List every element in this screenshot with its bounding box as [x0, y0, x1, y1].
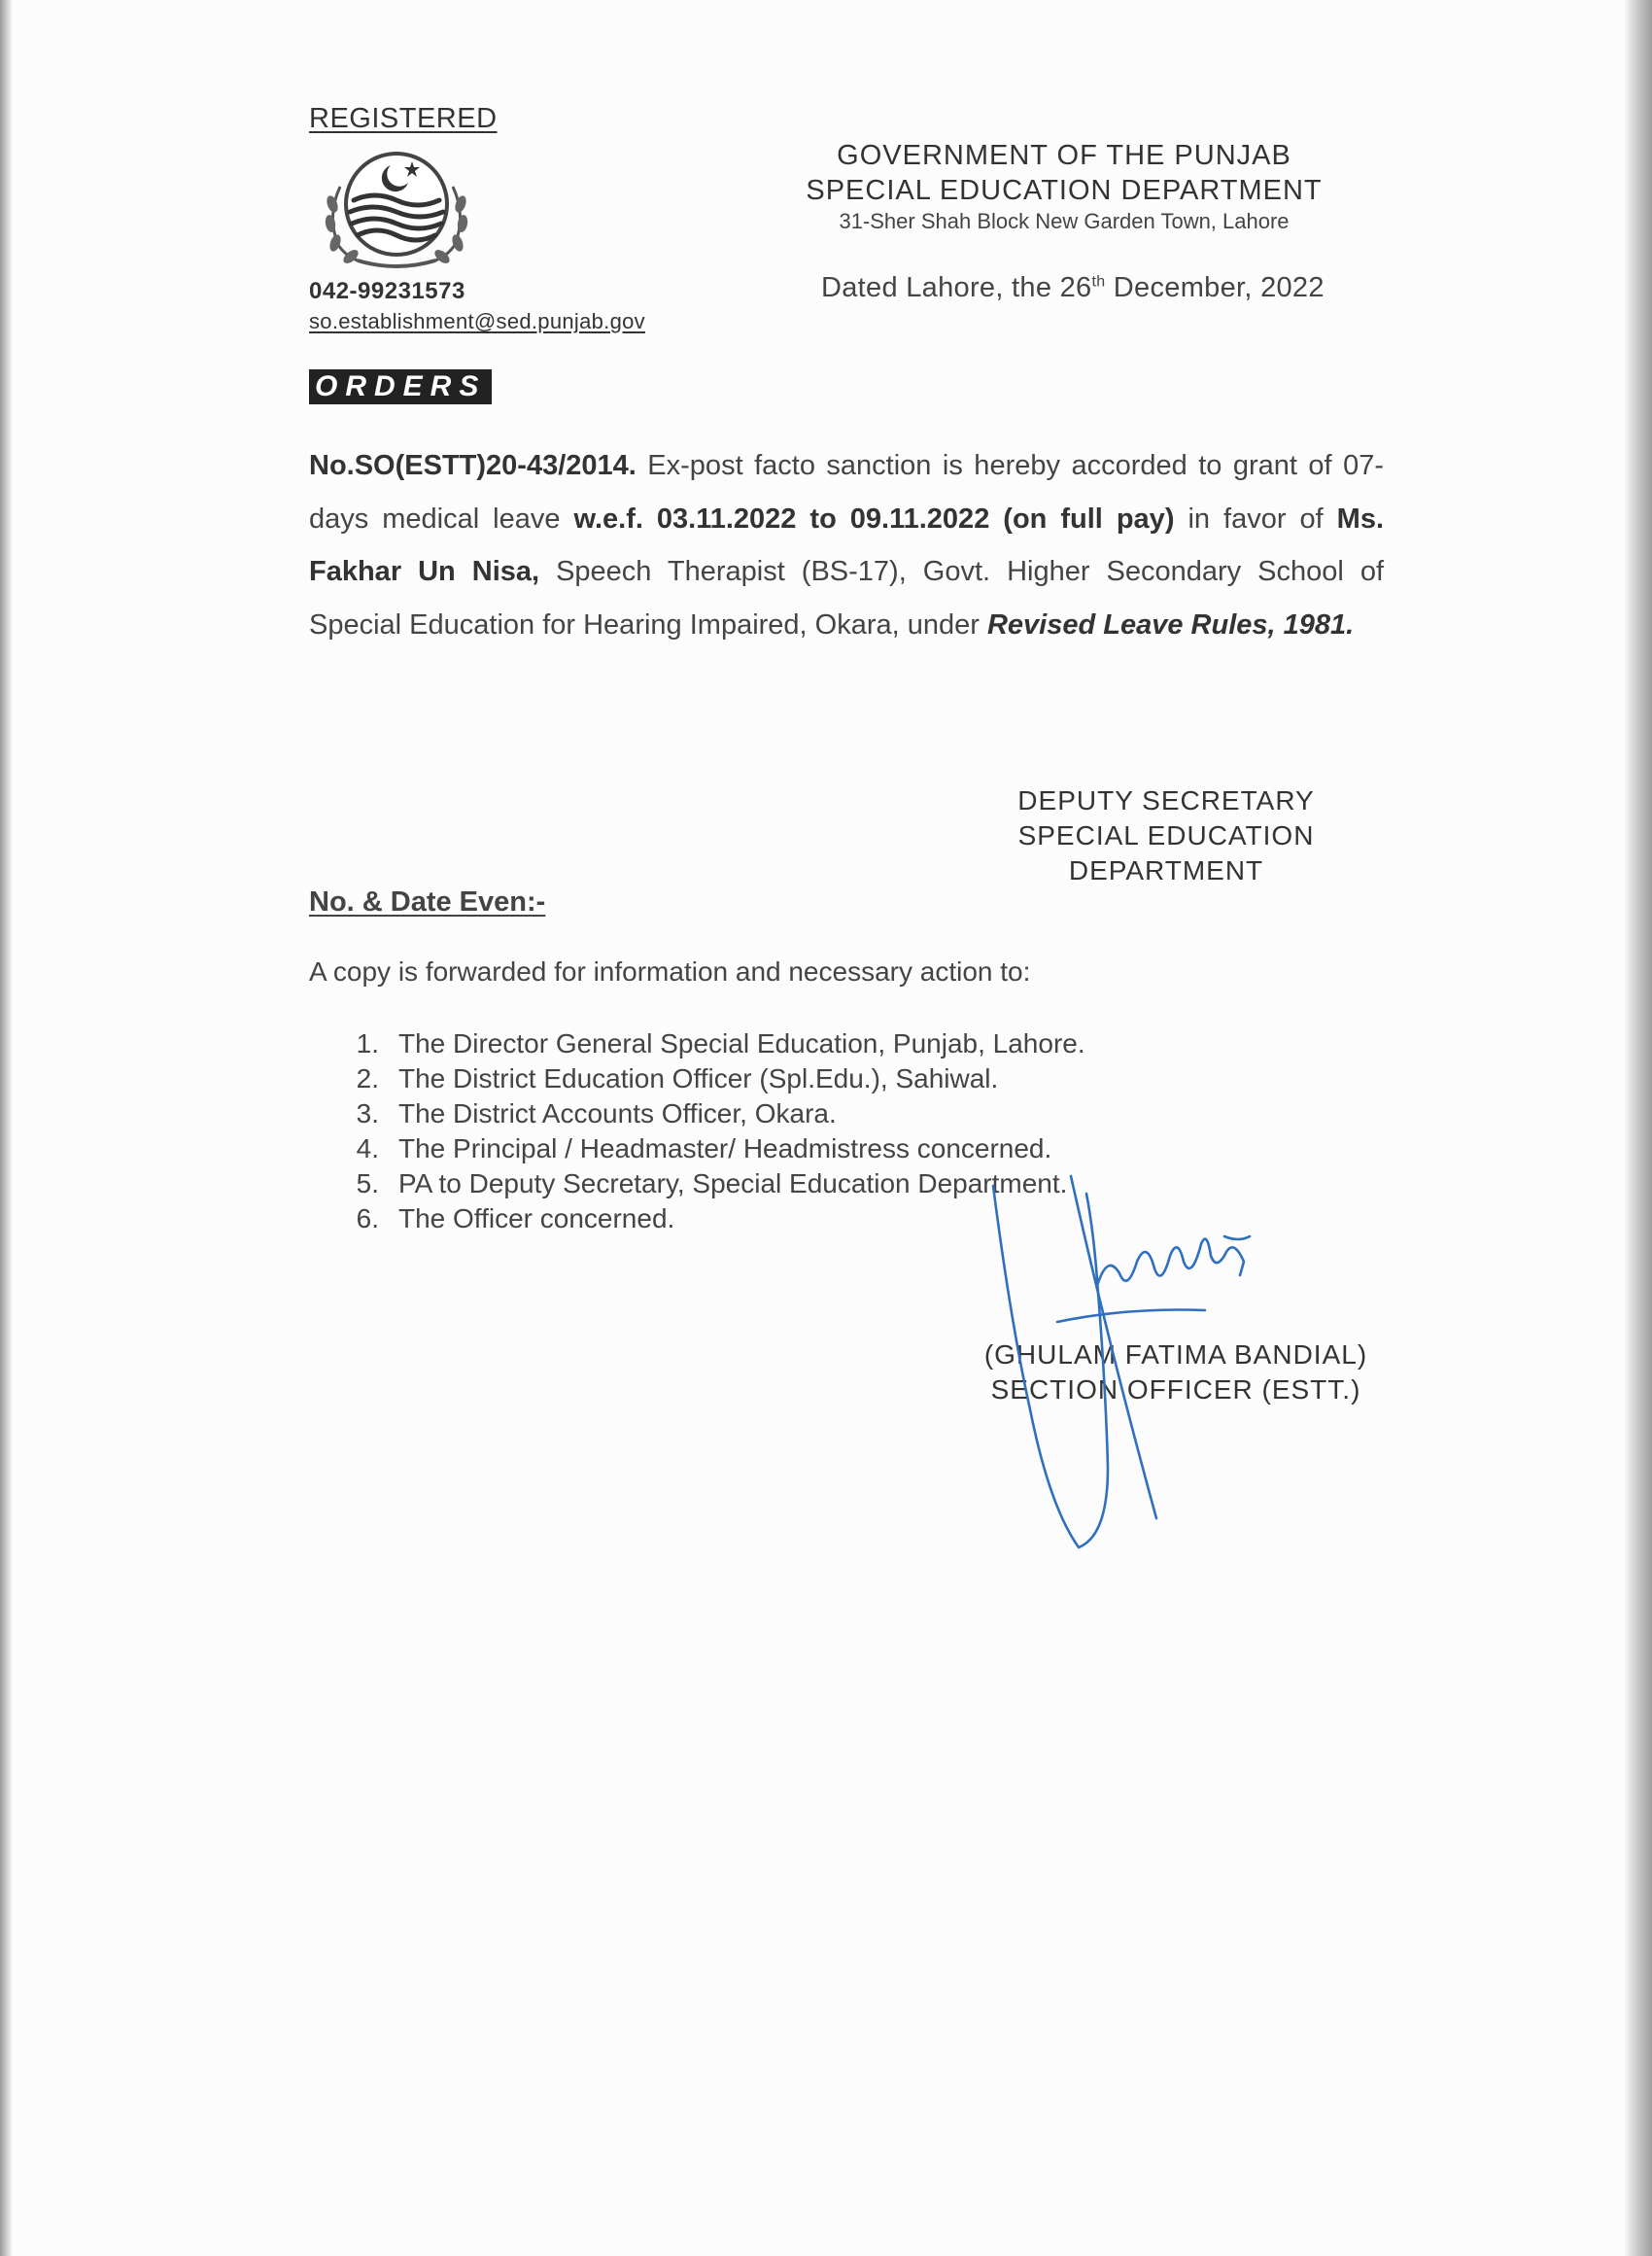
list-item: 4. The Principal / Headmaster/ Headmistress concerned. — [356, 1133, 1052, 1163]
list-item: 1. The Director General Special Education, Punjab, Lahore. — [356, 1028, 1085, 1059]
department-header — [787, 138, 1341, 235]
scan-edge-left — [0, 0, 12, 2256]
department-title: SPECIAL EDUCATION DEPARTMENT — [806, 175, 1323, 206]
leave-period: w.e.f. 03.11.2022 to 09.11.2022 (on full pay) — [573, 503, 1175, 535]
signature-icon — [962, 1147, 1292, 1555]
deputy-secretary-block: DEPUTY SECRETARY SPECIAL EDUCATION DEPARTMENT — [1017, 785, 1315, 885]
scan-edge-right — [1625, 0, 1652, 2256]
employee-name: Ms. Fakhar Un Nisa, — [309, 503, 1384, 587]
no-date-even: No. & Date Even:- — [309, 886, 546, 918]
orders-heading: ORDERS — [309, 369, 492, 404]
leave-rules: Revised Leave Rules, 1981. — [986, 608, 1355, 641]
copy-forwarded-text: A copy is forwarded for information and necessary action to: — [309, 956, 1031, 987]
list-item: 3. The District Accounts Officer, Okara. — [356, 1098, 837, 1128]
officer-name: (GHULAM FATIMA BANDIAL) — [983, 1339, 1368, 1370]
list-item: 2. The District Education Officer (Spl.Edu.), Sahiwal. — [356, 1063, 999, 1093]
registered-label: REGISTERED — [309, 103, 498, 134]
order-paragraph: No.SO(ESTT)20-43/2014. Ex-post facto sanction is hereby accorded to grant of 07-days medical leave w.e.f. 03.11.2022 to 09.11.2022 (on full pay) in favor of Ms. Fakhar Un Nisa, Speech Therapist (BS-17), Govt. Higher Secondary School of Special Education for Hearing Impaired, Okara, under Revised Leave Rules, 1981. — [309, 450, 1385, 641]
punjab-emblem-icon — [319, 148, 474, 272]
phone-number: 042-99231573 — [309, 278, 465, 304]
order-number: No.SO(ESTT)20-43/2014. — [309, 450, 637, 481]
list-item: 6. The Officer concerned. — [356, 1203, 675, 1233]
letter-date: Dated Lahore, the 26th December, 2022 — [821, 272, 1325, 303]
department-address: 31-Sher Shah Block New Garden Town, Lahore — [839, 209, 1290, 233]
government-title: GOVERNMENT OF THE PUNJAB — [837, 140, 1291, 171]
list-item: 5. PA to Deputy Secretary, Special Education Department. — [356, 1168, 1068, 1198]
officer-title: SECTION OFFICER (ESTT.) — [990, 1374, 1361, 1405]
email-address: so.establishment@sed.punjab.gov — [309, 309, 645, 333]
